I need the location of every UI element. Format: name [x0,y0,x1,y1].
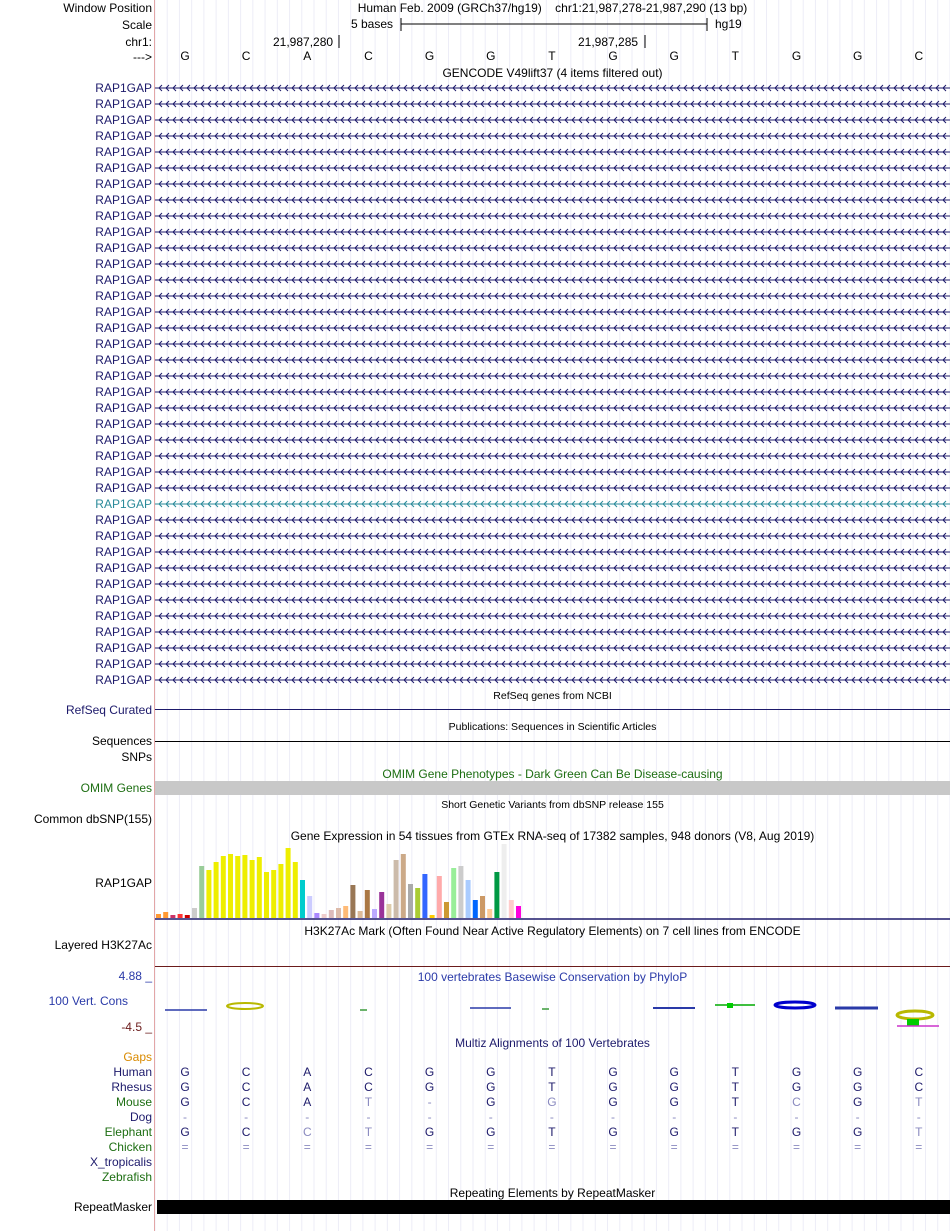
gtex-bar [502,844,507,918]
gtex-bar [257,857,262,918]
gencode-gene-label[interactable]: RAP1GAP [95,657,152,671]
gencode-gene-line [155,613,950,619]
gtex-bar [480,896,485,918]
alignment-base: - [672,1110,677,1124]
gencode-gene-label[interactable]: RAP1GAP [95,641,152,655]
gencode-gene-line [155,181,950,187]
alignment-base: T [731,1125,740,1139]
strand-label: ---> [133,50,152,64]
gencode-gene-line [155,293,950,299]
multiz-track-title: Multiz Alignments of 100 Vertebrates [455,1036,650,1050]
alignment-base: G [180,1125,190,1139]
gencode-gene-label[interactable]: RAP1GAP [95,177,152,191]
gtex-bar [422,874,427,918]
gaps-label: Gaps [123,1050,152,1064]
coord1-text: 21,987,280 [273,35,334,49]
gencode-gene-label[interactable]: RAP1GAP [95,545,152,559]
scale-db-text: hg19 [715,17,742,31]
gencode-gene-label[interactable]: RAP1GAP [95,593,152,607]
omim-bar[interactable] [155,781,950,795]
alignment-base: G [669,1125,679,1139]
alignment-base: C [241,1080,251,1094]
gencode-gene-label[interactable]: RAP1GAP [95,225,152,239]
alignment-base: - [733,1110,738,1124]
gtex-bar [487,909,492,918]
gencode-gene-line [155,597,950,603]
gencode-gene-label[interactable]: RAP1GAP [95,97,152,111]
base-letter: C [364,49,373,63]
gencode-gene-label[interactable]: RAP1GAP [95,129,152,143]
track-label-column [0,0,154,1231]
gencode-gene-label[interactable]: RAP1GAP [95,401,152,415]
gencode-gene-line [155,309,950,315]
alignment-base: G [180,1065,190,1079]
gencode-gene-label[interactable]: RAP1GAP [95,81,152,95]
alignment-base: T [731,1080,740,1094]
gencode-gene-line [155,677,950,683]
omim-track-title: OMIM Gene Phenotypes - Dark Green Can Be Disease-causing [382,767,723,781]
alignment-base: C [914,1080,924,1094]
gencode-gene-label[interactable]: RAP1GAP [95,561,152,575]
gencode-gene-line [155,453,950,459]
alignment-base: G [669,1095,679,1109]
refseq-track-title: RefSeq genes from NCBI [493,690,612,702]
gtex-bar [293,862,298,918]
alignment-base: G [424,1080,435,1094]
gtex-bar [192,908,197,918]
gencode-gene-line [155,485,950,491]
base-letter: G [669,49,679,63]
gencode-gene-line [155,373,950,379]
gtex-bar [516,906,521,918]
species-label[interactable]: Chicken [108,1140,152,1154]
alignment-base: - [855,1110,860,1124]
gencode-gene-label[interactable]: RAP1GAP [95,481,152,495]
omim-label[interactable]: OMIM Genes [80,781,152,795]
gencode-gene-line [155,133,950,139]
alignment-base: = [854,1140,862,1154]
alignment-base: T [364,1095,373,1109]
alignment-base: G [791,1125,802,1139]
chrom-label: chr1: [125,35,152,49]
gencode-gene-line [155,85,950,91]
alignment-base: T [548,1080,556,1094]
alignment-base: C [914,1065,924,1079]
gtex-bar [365,890,370,918]
alignment-base: C [364,1080,373,1094]
repeatmasker-track-title: Repeating Elements by RepeatMasker [449,1186,656,1200]
base-letter: A [303,49,312,63]
gtex-bar [163,912,168,918]
alignment-base: C [241,1095,251,1109]
alignment-base: G [486,1065,496,1079]
gtex-bar [314,913,319,918]
gtex-bar [156,914,161,918]
gtex-bar [401,854,406,918]
alignment-base: = [303,1140,311,1154]
sequences-label[interactable]: Sequences [91,734,152,748]
alignment-base: C [241,1065,251,1079]
alignment-base: - [305,1110,310,1124]
alignment-base: = [792,1140,800,1154]
gencode-gene-label[interactable]: RAP1GAP [95,513,152,527]
alignment-base: G [486,1095,496,1109]
gencode-gene-label[interactable]: RAP1GAP [95,193,152,207]
gencode-gene-line [155,325,950,331]
gtex-bar [394,860,399,918]
gencode-gene-line [155,197,950,203]
alignment-base: G [852,1065,863,1079]
gtex-bar [235,856,240,918]
alignment-base: G [180,1095,190,1109]
species-label[interactable]: Elephant [104,1125,152,1139]
gencode-gene-label[interactable]: RAP1GAP [95,369,152,383]
base-letter: T [731,49,740,63]
gencode-gene-label[interactable]: RAP1GAP [95,305,152,319]
alignment-base: = [731,1140,739,1154]
gtex-bar [278,864,283,918]
gencode-gene-line [155,517,950,523]
gtex-bar [300,880,305,918]
alignment-base: = [181,1140,189,1154]
gencode-gene-label[interactable]: RAP1GAP [95,497,152,511]
gencode-gene-label[interactable]: RAP1GAP [95,609,152,623]
h3k27ac-label[interactable]: Layered H3K27Ac [54,938,152,952]
gtex-bar [214,862,219,918]
gtex-bar [228,854,233,918]
scale-text: 5 bases [351,17,394,31]
gtex-bar [307,896,312,918]
refseq-label[interactable]: RefSeq Curated [65,703,152,717]
gtex-bar [451,868,456,918]
gencode-gene-line [155,261,950,267]
repeatmasker-label[interactable]: RepeatMasker [73,1200,152,1214]
alignment-base: = [670,1140,678,1154]
gencode-gene-label[interactable]: RAP1GAP [95,289,152,303]
base-letter: G [791,49,802,63]
gtex-bar [437,876,442,918]
gtex-bar [494,872,499,918]
gencode-gene-line [155,149,950,155]
alignment-base: G [180,1080,190,1094]
gencode-gene-line [155,117,950,123]
alignment-base: - [427,1110,432,1124]
alignment-base: = [242,1140,250,1154]
gtex-bar [264,872,269,918]
gtex-bar [408,884,413,918]
alignment-base: - [366,1110,371,1124]
gtex-gene-label[interactable]: RAP1GAP [95,876,152,890]
alignment-base: T [915,1095,923,1109]
scale-label: Scale [121,18,152,32]
gencode-gene-label[interactable]: RAP1GAP [95,385,152,399]
gencode-gene-line [155,229,950,235]
phylop-track-label[interactable]: 100 Vert. Cons [48,994,128,1008]
gencode-gene-line [155,421,950,427]
alignment-base: G [669,1065,679,1079]
gtex-bar [444,902,449,918]
species-label[interactable]: Dog [129,1110,152,1124]
alignment-base: G [547,1095,557,1109]
alignment-base: G [852,1095,863,1109]
alignment-base: G [486,1080,496,1094]
base-letter: C [241,49,251,63]
position-text: chr1:21,987,278-21,987,290 (13 bp) [555,1,748,15]
alignment-base: G [424,1065,435,1079]
pubs-track-title: Publications: Sequences in Scientific Articles [448,721,657,733]
gtex-bar [386,904,391,918]
gtex-bar [206,870,211,918]
gtex-bar [336,908,341,918]
gencode-gene-line [155,405,950,411]
alignment-base: C [364,1065,373,1079]
alignment-base: - [183,1110,187,1124]
gtex-bar [250,860,255,918]
alignment-base: - [244,1110,249,1124]
gencode-gene-line [155,437,950,443]
alignment-base: G [852,1080,863,1094]
alignment-base: T [548,1065,556,1079]
gtex-track-title: Gene Expression in 54 tissues from GTEx RNA-seq of 17382 samples, 948 donors (V8, Aug 2019) [290,829,815,843]
alignment-base: - [794,1110,799,1124]
snps-label[interactable]: SNPs [121,750,152,764]
gencode-gene-label[interactable]: RAP1GAP [95,673,152,687]
gtex-bar [242,855,247,918]
alignment-base: - [916,1110,921,1124]
alignment-base: A [303,1065,312,1079]
species-label[interactable]: Human [113,1065,152,1079]
base-letter: G [486,49,496,63]
base-letter: G [852,49,863,63]
coord2-text: 21,987,285 [578,35,639,49]
phylop-max-label: 4.88 _ [118,969,152,983]
gencode-gene-line [155,565,950,571]
phylop-logo[interactable] [155,990,950,1032]
alignment-base: = [364,1140,372,1154]
gencode-gene-line [155,213,950,219]
gencode-gene-label[interactable]: RAP1GAP [95,433,152,447]
alignment-base: G [486,1125,496,1139]
alignment-base: = [548,1140,556,1154]
alignment-base: = [487,1140,495,1154]
species-label[interactable]: Zebrafish [101,1170,152,1184]
alignment-base: G [424,1125,435,1139]
phylop-track-title: 100 vertebrates Basewise Conservation by PhyloP [417,970,688,984]
gtex-bar [286,848,291,918]
gtex-bar [199,866,204,918]
base-letter: C [914,49,924,63]
gtex-bar [358,911,363,918]
gtex-bar [509,900,514,918]
alignment-base: T [548,1125,556,1139]
track-area[interactable] [155,0,950,1231]
gtex-bar [350,885,355,918]
gencode-track-title: GENCODE V49lift37 (4 items filtered out) [442,66,663,80]
gencode-gene-line [155,645,950,651]
gencode-gene-label[interactable]: RAP1GAP [95,257,152,271]
gencode-gene-line [155,165,950,171]
species-label[interactable]: X_tropicalis [89,1155,152,1169]
gencode-gene-line [155,245,950,251]
gtex-bar [185,915,190,918]
gencode-gene-lines[interactable] [155,0,950,700]
alignment-base: G [608,1095,618,1109]
alignment-base: = [426,1140,434,1154]
species-label[interactable]: Mouse [115,1095,152,1109]
gtex-bar [271,870,276,918]
alignment-base: G [791,1080,802,1094]
gencode-gene-label[interactable]: RAP1GAP [95,337,152,351]
gencode-gene-line [155,501,950,507]
alignment-base: - [549,1110,554,1124]
gencode-gene-label[interactable]: RAP1GAP [95,449,152,463]
gencode-gene-line [155,629,950,635]
h3k27ac-track-title: H3K27Ac Mark (Often Found Near Active Regulatory Elements) on 7 cell lines from ENCODE [304,924,801,938]
phylop-min-label: -4.5 _ [121,1020,152,1034]
dbsnp-track-title: Short Genetic Variants from dbSNP release 155 [441,799,664,811]
alignment-base: = [915,1140,923,1154]
gtex-bar [329,910,334,918]
base-letter: T [548,49,556,63]
alignment-base: G [669,1080,679,1094]
alignment-base: G [791,1065,802,1079]
gencode-gene-line [155,661,950,667]
gtex-bar [415,888,420,918]
alignment-base: - [611,1110,616,1124]
gencode-gene-label[interactable]: RAP1GAP [95,465,152,479]
alignment-base: G [608,1125,618,1139]
gencode-gene-label[interactable]: RAP1GAP [95,577,152,591]
assembly-text: Human Feb. 2009 (GRCh37/hg19) [357,1,542,15]
alignment-base: A [303,1080,312,1094]
gencode-gene-label[interactable]: RAP1GAP [95,353,152,367]
species-label[interactable]: Rhesus [111,1080,152,1094]
gtex-bar [466,880,471,918]
base-letter: G [180,49,190,63]
gtex-bar [458,866,463,918]
gtex-bar [473,900,478,918]
gencode-gene-label[interactable]: RAP1GAP [95,625,152,639]
gencode-gene-label[interactable]: RAP1GAP [95,113,152,127]
gencode-gene-line [155,549,950,555]
gtex-bar [221,856,226,918]
gtex-bar [343,906,348,918]
dbsnp-label[interactable]: Common dbSNP(155) [33,812,152,826]
alignment-base: C [302,1125,312,1139]
gtex-bar [178,914,183,918]
gencode-gene-label[interactable]: RAP1GAP [95,241,152,255]
pubs-line [155,741,950,742]
gencode-gene-line [155,277,950,283]
h3k27ac-baseline [155,966,950,967]
gencode-gene-line [155,357,950,363]
gtex-bar [430,915,435,918]
alignment-base: T [731,1095,740,1109]
gencode-gene-line [155,469,950,475]
alignment-base: T [364,1125,373,1139]
alignment-base: T [915,1125,923,1139]
base-letter: G [424,49,435,63]
gtex-bar [379,892,384,918]
alignment-base: C [792,1095,801,1109]
alignment-base: - [427,1095,432,1109]
alignment-base: G [608,1065,618,1079]
gencode-gene-label[interactable]: RAP1GAP [95,273,152,287]
gtex-bar [322,914,327,918]
gencode-gene-label[interactable]: RAP1GAP [95,529,152,543]
alignment-base: = [609,1140,617,1154]
gencode-gene-label[interactable]: RAP1GAP [95,417,152,431]
gencode-gene-label[interactable]: RAP1GAP [95,321,152,335]
alignment-base: C [241,1125,251,1139]
alignment-base: T [731,1065,740,1079]
gencode-gene-line [155,389,950,395]
gtex-bar [170,915,175,918]
alignment-base: G [852,1125,863,1139]
gtex-bar [372,909,377,918]
gencode-gene-line [155,533,950,539]
gencode-gene-line [155,581,950,587]
gencode-gene-label[interactable]: RAP1GAP [95,209,152,223]
gencode-gene-label[interactable]: RAP1GAP [95,161,152,175]
refseq-line [155,709,950,710]
alignment-base: G [608,1080,618,1094]
window-position-label: Window Position [63,1,152,15]
alignment-base: - [488,1110,493,1124]
gencode-gene-line [155,101,950,107]
alignment-base: A [303,1095,312,1109]
base-letter: G [608,49,618,63]
gencode-gene-label[interactable]: RAP1GAP [95,145,152,159]
gtex-bar-chart[interactable] [155,842,950,922]
repeatmasker-bar[interactable] [157,1200,950,1214]
gencode-gene-line [155,341,950,347]
